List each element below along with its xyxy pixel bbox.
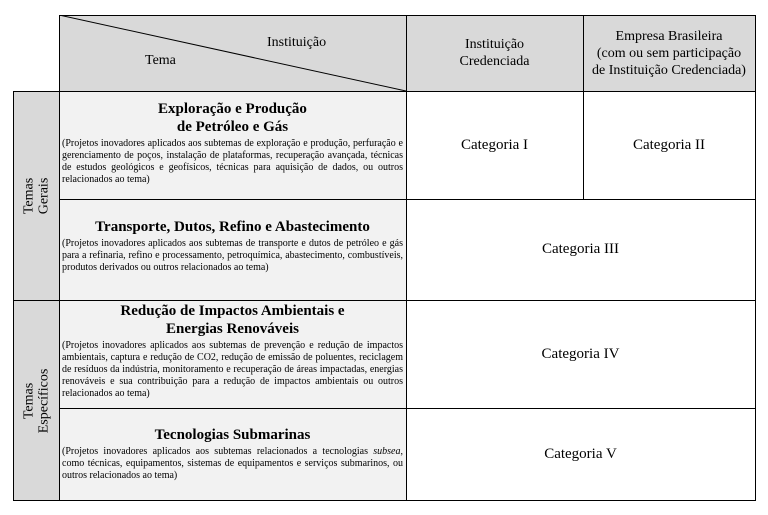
category-cell-3	[406, 199, 755, 300]
header-credenciada-text: Instituição Credenciada	[459, 37, 530, 69]
theme-title: Transporte, Dutos, Refino e Abastecimento	[95, 219, 370, 235]
header-empresa	[583, 15, 755, 91]
category-label: Categoria II	[632, 136, 706, 153]
theme-description: (Projetos inovadores aplicados aos subtemas de prevenção e redução de impactos ambientais, captura e redução de CO2, redução de emissão de poluentes, reciclagem de resíduos da indústria, monitoramento e recuperação de áreas impactadas, energias renováveis e sua contribuição para a redução de impactos ambientais ou outros relacionados ao tema)	[62, 340, 403, 399]
theme-title: Tecnologias Submarinas	[154, 427, 311, 443]
grid-line	[59, 408, 755, 409]
header-theme-label: Tema	[145, 53, 176, 68]
header-diagonal-cell	[59, 15, 406, 91]
grid-line	[59, 199, 755, 200]
group-temas-especificos-label: Temas Específicos	[21, 368, 51, 433]
theme-cell-transporte	[59, 199, 406, 300]
theme-description-part: , como técnicas, equipamentos, sistemas de equipamentos e serviços submarinos, ou outros relacionados ao tema)	[62, 446, 403, 481]
grid-line	[755, 15, 756, 501]
category-label: Categoria I	[460, 136, 529, 153]
grid-line	[406, 15, 407, 501]
grid-line	[13, 91, 755, 92]
category-label: Categoria IV	[541, 345, 620, 362]
theme-description-italic: subsea	[373, 446, 401, 457]
header-empresa-text: Empresa Brasileira (com ou sem participação de Instituição Credenciada)	[592, 28, 746, 78]
category-cell-2	[583, 91, 755, 199]
category-cell-1	[406, 91, 583, 199]
category-label: Categoria V	[544, 446, 617, 462]
theme-description	[62, 446, 403, 482]
category-cell-4	[406, 300, 755, 408]
header-institution-label: Instituição	[267, 35, 327, 50]
grid-line	[59, 15, 60, 501]
group-temas-gerais-label: Temas Gerais	[20, 177, 51, 214]
theme-cell-exploracao	[59, 91, 406, 199]
theme-description: (Projetos inovadores aplicados aos subtemas de exploração e produção, perfuração e gerenciamento de poços, instalação de plataformas, recuperação avançada, técnicas de estudos geológicos e geofísicos, técnicas para aquisição de dados, ou outros relacionados ao tema)	[62, 138, 403, 185]
grid-line	[59, 15, 755, 16]
theme-cell-impactos	[59, 300, 406, 408]
grid-line	[13, 500, 755, 501]
category-cell-5	[406, 408, 755, 501]
grid-line	[583, 15, 584, 199]
category-label: Categoria III	[541, 241, 620, 257]
grid-line	[13, 300, 755, 301]
group-temas-gerais	[13, 91, 59, 300]
theme-title: Redução de Impactos Ambientais e Energias Renováveis	[120, 303, 345, 337]
header-diagonal-line	[59, 15, 406, 91]
theme-description-part: (Projetos inovadores aplicados aos subtemas relacionados a tecnologias	[62, 446, 374, 457]
theme-cell-submarinas	[59, 408, 406, 501]
header-credenciada	[406, 15, 583, 91]
theme-description: (Projetos inovadores aplicados aos subtemas de transporte e dutos de petróleo e gás para a refinaria, refino e processamento, petroquímica, abastecimento, combustíveis, produtos derivados ou outros relacionados ao tema)	[62, 238, 403, 273]
grid-line	[13, 91, 14, 501]
theme-title: Exploração e Produção de Petróleo e Gás	[158, 101, 307, 135]
group-temas-especificos	[13, 300, 59, 501]
